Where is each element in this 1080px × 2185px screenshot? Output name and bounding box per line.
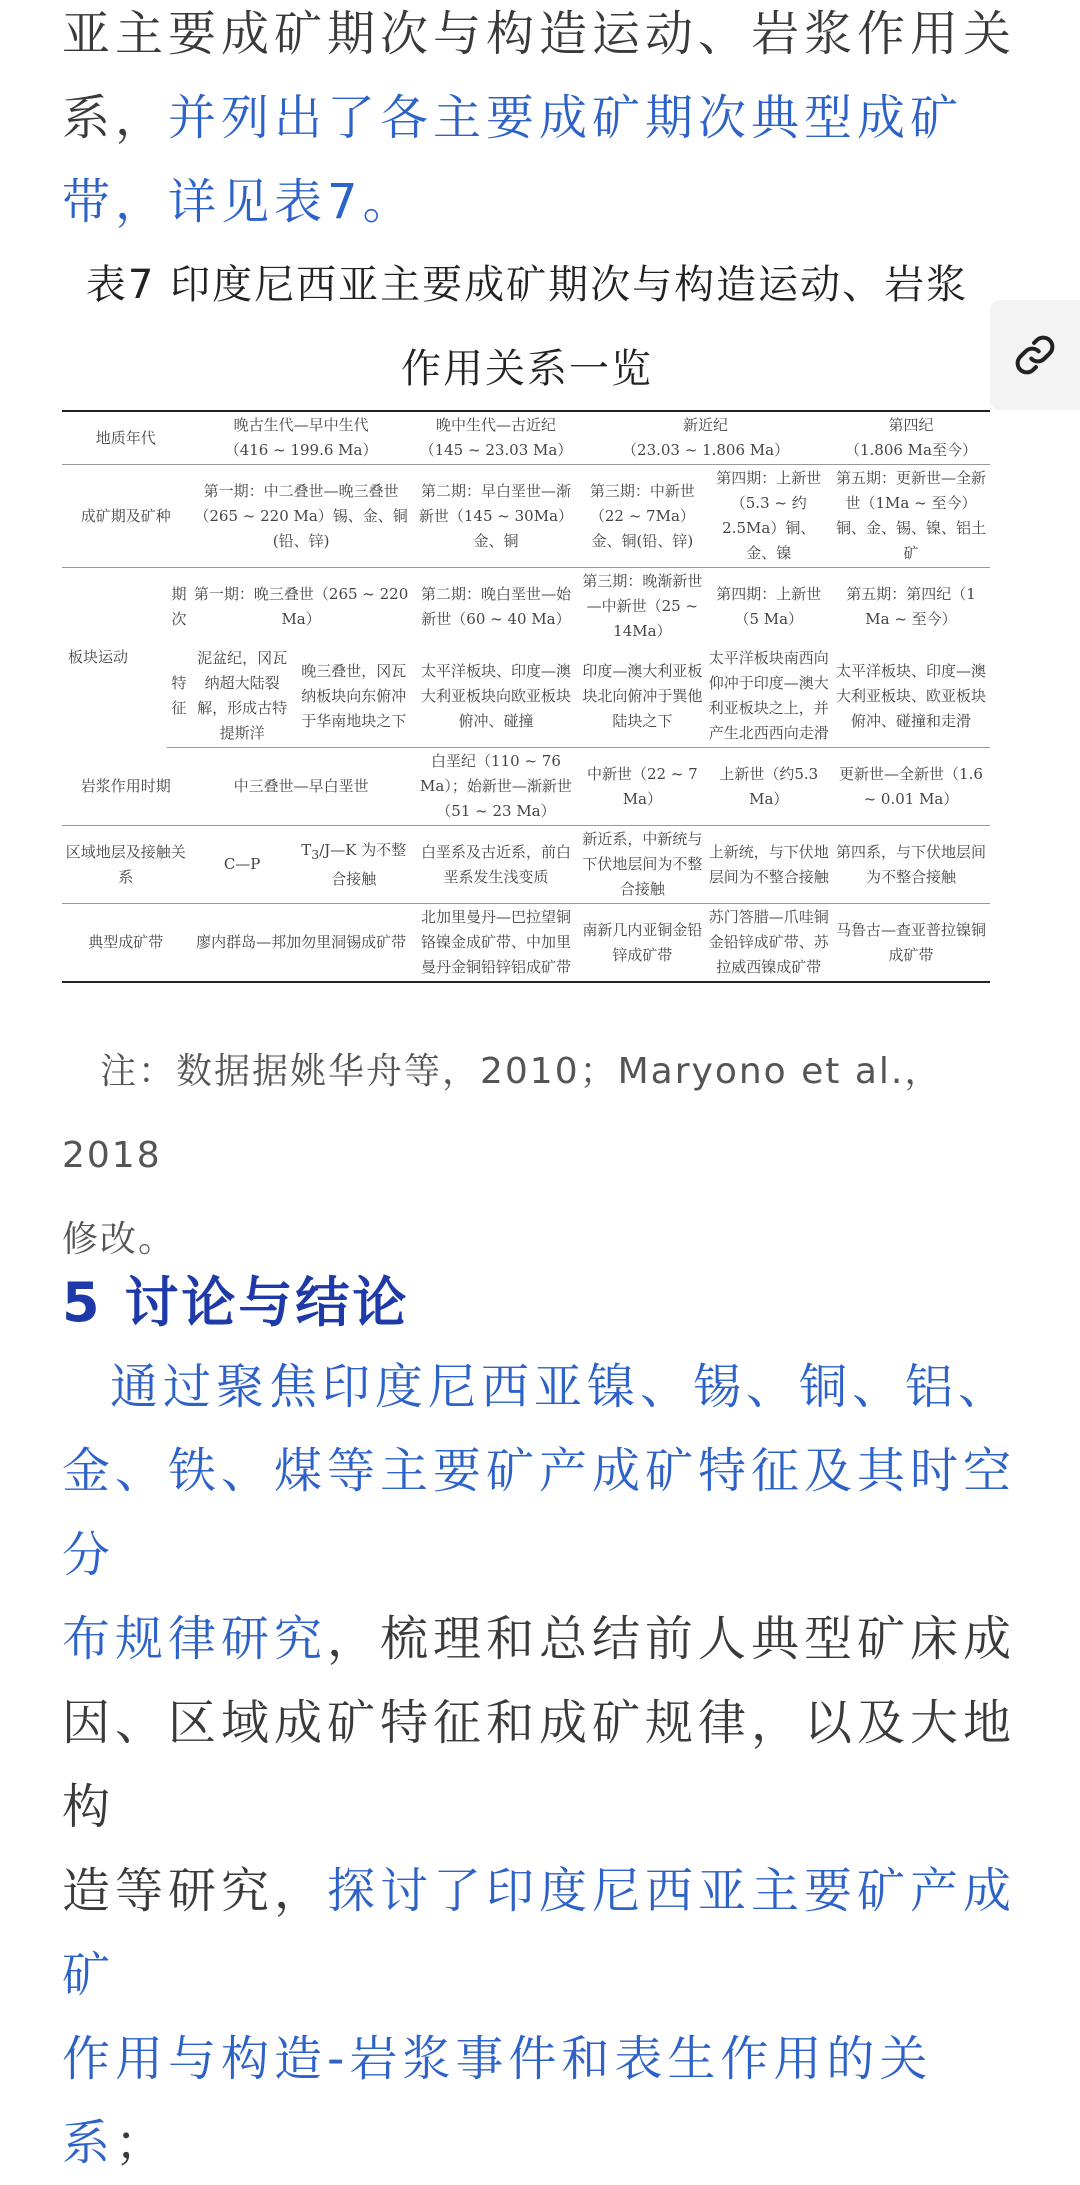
header-era-2: 晚中生代—古近纪 （145 ~ 23.03 Ma） (413, 411, 579, 465)
intro-line-1: 亚主要成矿期次与构造运动、岩浆作用关 (62, 6, 1017, 62)
table-note (62, 1030, 1018, 1282)
conclusion-paragraph (62, 1345, 1018, 2185)
conclusion-line-1: 通过聚焦印度尼西亚镍、锡、铜、铝、 (110, 1359, 1012, 1415)
intro-line-3: 带，详见表7。 (62, 174, 416, 230)
header-label: 地质年代 (62, 411, 189, 465)
table-caption-line-2: 作用关系一览 (401, 346, 653, 392)
intro-line-2: 系，并列出了各主要成矿期次典型成矿 (62, 90, 964, 146)
conclusion-line-6: 作用与构造-岩浆事件和表生作用的关系； (62, 2031, 933, 2171)
conclusion-line-3: 布规律研究，梳理和总结前人典型矿床成 (62, 1611, 1017, 1667)
ore-table (62, 410, 990, 983)
link-icon (1013, 333, 1057, 377)
table-row-strata: 区域地层及接触关系 C—P $T_3/J—K$ 为不整合接触 白垩系及古近系，前白垩系发生浅变质 新近系，中新统与下伏地层间为不整合接触 上新统，与下伏地层间为不整合接触 第四系，与下伏地层间为不整合接触 (62, 826, 990, 904)
conclusion-line-2: 金、铁、煤等主要矿产成矿特征及其时空分 (62, 1443, 1017, 1583)
table-caption (62, 243, 992, 411)
table-header-row (62, 411, 990, 465)
copy-link-button[interactable] (990, 300, 1080, 410)
header-era-3: 新近纪 （23.03 ~ 1.806 Ma） (579, 411, 832, 465)
table-note-line-1: 注：数据据姚华舟等，2010；Maryono et al.，2018 (62, 1051, 943, 1176)
intro-paragraph (62, 0, 1018, 244)
table-row-magmatic: 岩浆作用时期 中三叠世—早白垩世 白垩纪（110 ~ 76 Ma）；始新世—渐新世（51 ~ 23 Ma） 中新世（22 ~ 7 Ma） 上新世（约5.3 Ma） 更新世—全新世（1.6 ~ 0.01 Ma） (62, 748, 990, 826)
table-row-tectonic-feature: 特征 泥盆纪，冈瓦纳超大陆裂解，形成古特提斯洋 晚三叠世，冈瓦纳板块向东俯冲于华南地块之下 太平洋板块、印度—澳大利亚板块向欧亚板块俯冲、碰撞 印度—澳大利亚板块北向俯冲于巽他陆块之下 太平洋板块南西向仰冲于印度—澳大利亚板块之上，并产生北西西向走滑 太平洋板块、印度—澳大利亚板块、欧亚板块俯冲、碰撞和走滑 (62, 645, 990, 748)
conclusion-line-5: 造等研究，探讨了印度尼西亚主要矿产成矿 (62, 1863, 1017, 2003)
section-heading: 5 讨论与结论 (62, 1271, 410, 1334)
header-era-1: 晚古生代—早中生代 （416 ~ 199.6 Ma） (189, 411, 412, 465)
table-note-line-2: 修改。 (62, 1219, 177, 1260)
header-era-4: 第四纪 （1.806 Ma至今） (832, 411, 990, 465)
table-caption-line-1: 表7 印度尼西亚主要成矿期次与构造运动、岩浆 (85, 262, 969, 308)
table-row-mineralization: 成矿期及矿种 第一期：中二叠世—晚三叠世（265 ~ 220 Ma）锡、金、铜(铅、锌) 第二期：早白垩世—渐新世（145 ~ 30Ma）金、铜 第三期：中新世（22 ~ 7Ma）金、铜(铅、锌) 第四期：上新世（5.3 ~ 约2.5Ma）铜、金、镍 第五期：更新世—全新世（1Ma ~ 至今）铜、金、锡、镍、铝土矿 (62, 465, 990, 568)
strata-cell-triassic: $T_3/J—K$ 为不整合接触 (295, 826, 413, 904)
table-row-tectonic-period: 板块运动 期次 第一期：晚三叠世（265 ~ 220 Ma） 第二期：晚白垩世—始新世（60 ~ 40 Ma） 第三期：晚渐新世—中新世（25 ~ 14Ma） 第四期：上新世（5 Ma） 第五期：第四纪（1 Ma ~ 至今） (68, 572, 976, 667)
table-row-belts: 典型成矿带 廖内群岛—邦加勿里洞锡成矿带 北加里曼丹—巴拉望铜铬镍金成矿带、中加里曼丹金铜铅锌铝成矿带 南新几内亚铜金铅锌成矿带 苏门答腊—爪哇铜金铅锌成矿带、苏拉威西镍成矿带 马鲁古—查亚普拉镍铜成矿带 (62, 904, 990, 983)
intro-highlight: 并列出了各主要成矿期次典型成矿 (168, 90, 964, 146)
conclusion-line-4: 因、区域成矿特征和成矿规律，以及大地构 (62, 1695, 1017, 1835)
